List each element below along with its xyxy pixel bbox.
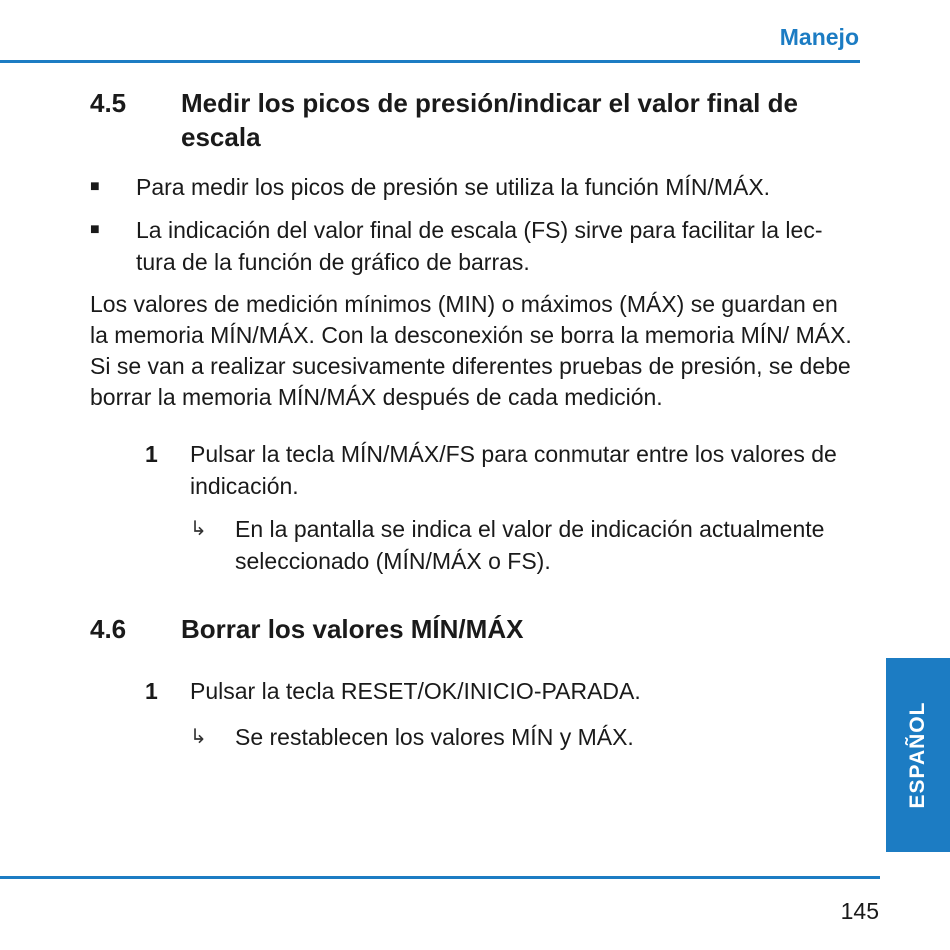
- result-text: Se restablecen los valores MÍN y MÁX.: [235, 724, 634, 750]
- page-number: 145: [840, 898, 879, 924]
- header-divider: [0, 60, 860, 63]
- body-paragraph: Los valores de medición mínimos (MIN) o máximos (MÁX) se guardan en la memoria MÍN/MÁX. Con la desconexión se borra la memoria MÍN/ MÁX. Si se van a realizar sucesivamente diferentes pruebas de presión, se debe borrar la memoria MÍN/MÁX después de cada medición.: [90, 291, 852, 410]
- result-arrow-icon: ↳: [190, 518, 207, 540]
- section-title: Medir los picos de presión/indicar el valor final de escala: [181, 88, 798, 152]
- step-text: Pulsar la tecla MÍN/MÁX/FS para conmutar entre los valores de indicación.: [190, 441, 837, 499]
- language-tab-label: ESPAÑOL: [906, 701, 929, 809]
- result-text: En la pantalla se indica el valor de indicación actualmente seleccionado (MÍN/MÁX o FS).: [235, 516, 825, 574]
- chapter-title: Manejo: [779, 24, 859, 50]
- step-number: 1: [145, 678, 158, 704]
- step-text: Pulsar la tecla RESET/OK/INICIO-PARADA.: [190, 678, 641, 704]
- section-number: 4.5: [90, 88, 127, 118]
- section-number: 4.6: [90, 614, 127, 644]
- bullet-square-icon: ■: [90, 178, 100, 195]
- footer-divider: [0, 876, 880, 879]
- section-title: Borrar los valores MÍN/MÁX: [181, 614, 524, 644]
- language-tab: [886, 658, 950, 852]
- bullet-text: La indicación del valor final de escala (FS) sirve para facilitar la lec-tura de la función de gráfico de barras.: [136, 217, 823, 275]
- step-number: 1: [145, 441, 158, 467]
- bullet-text: Para medir los picos de presión se utiliza la función MÍN/MÁX.: [136, 174, 771, 200]
- bullet-square-icon: ■: [90, 221, 100, 238]
- result-arrow-icon: ↳: [190, 726, 207, 748]
